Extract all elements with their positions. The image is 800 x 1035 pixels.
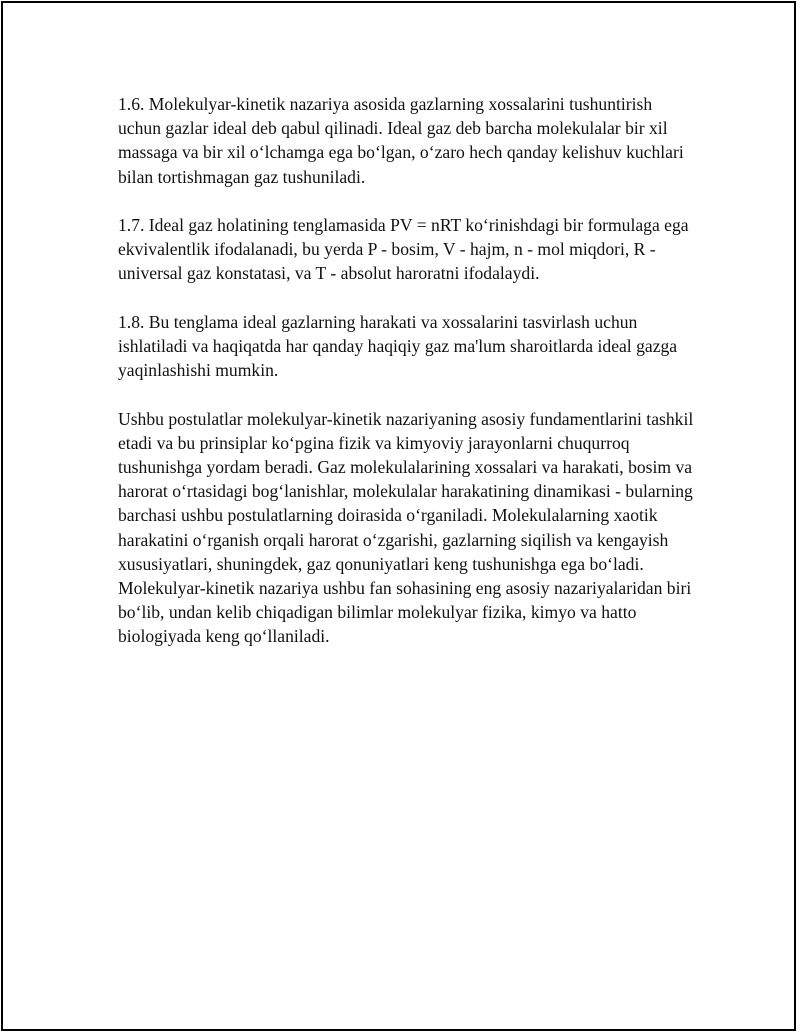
paragraph-summary: Ushbu postulatlar molekulyar-kinetik nazariyaning asosiy fundamentlarini tashkil etadi va bu prinsiplar ko‘pgina fizik va kimyoviy jarayonlarni chuqurroq tushunishga yordam beradi. Gaz molekulalarining xossalari va harakati, bosim va harorat o‘rtasidagi bog‘lanishlar, molekulalar harakatining dinamikasi - bularning barchasi ushbu postulatlarning doirasida o‘rganiladi. Molekulalarning xaotik harakatini o‘rganish orqali harorat o‘zgarishi, gazlarning siqilish va kengayish xususiyatlari, shuningdek, gaz qonuniyatlari keng tushunishga ega bo‘ladi. Molekulyar-kinetik nazariya ushbu fan sohasining eng asosiy nazariyalaridan biri bo‘lib, undan kelib chiqadigan bilimlar molekulyar fizika, kimyo va hatto biologiyada keng qo‘llaniladi. <box>118 408 694 647</box>
document-body <box>118 92 698 673</box>
paragraph-1-6: 1.6. Molekulyar-kinetik nazariya asosida gazlarning xossalarini tushuntirish uchun gazlar ideal deb qabul qilinadi. Ideal gaz deb barcha molekulalar bir xil massaga va bir xil o‘lchamga ega bo‘lgan, o‘zaro hech qanday kelishuv kuchlari bilan tortishmagan gaz tushuniladi. <box>118 94 684 187</box>
paragraph-1-7: 1.7. Ideal gaz holatining tenglamasida PV = nRT ko‘rinishdagi bir formulaga ega ekvivalentlik ifodalanadi, bu yerda P - bosim, V - hajm, n - mol miqdori, R - universal gaz konstatasi, va T - absolut haroratni ifodalaydi. <box>118 215 689 284</box>
paragraph-1-8: 1.8. Bu tenglama ideal gazlarning harakati va xossalarini tasvirlash uchun ishlatiladi va haqiqatda har qanday haqiqiy gaz ma'lum sharoitlarda ideal gazga yaqinlashishi mumkin. <box>118 311 678 381</box>
